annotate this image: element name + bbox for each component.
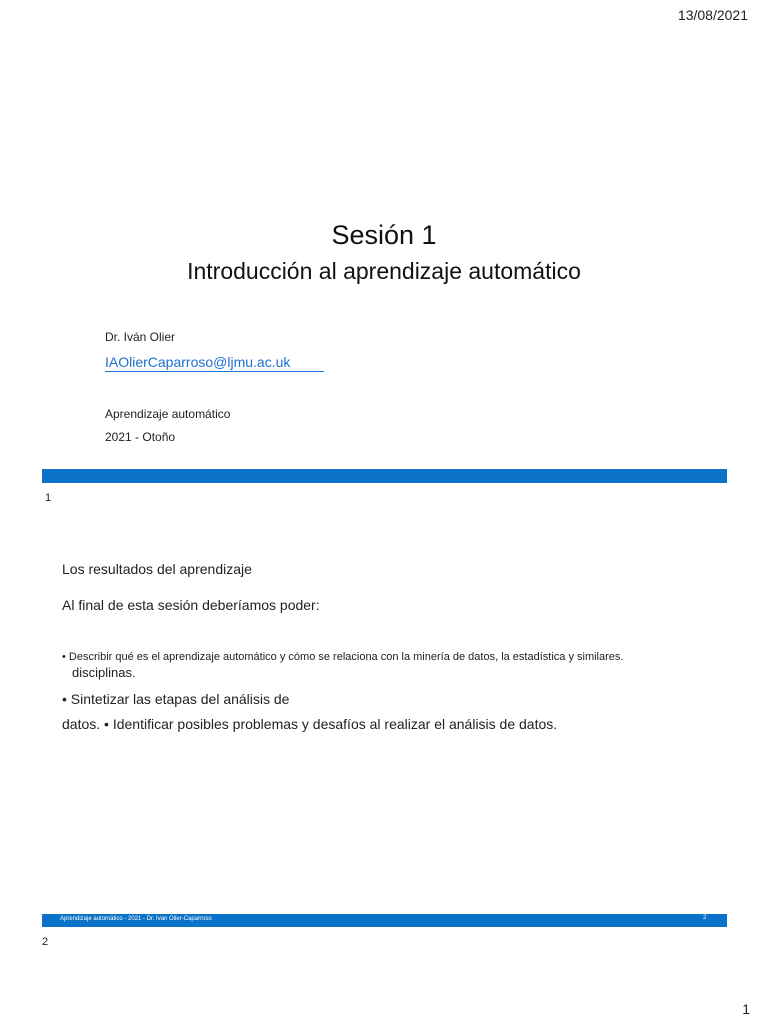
author-email-link[interactable]: IAOlierCaparroso@ljmu.ac.uk [105, 354, 324, 372]
slide2-bullet-1-continuation: disciplinas. [72, 665, 136, 680]
slide2-intro: Al final de esta sesión deberíamos poder: [62, 597, 320, 613]
slide2-footer-number: 2 [703, 915, 707, 921]
slide1-number: 1 [45, 492, 52, 504]
course-name: Aprendizaje automático [105, 407, 231, 421]
document-page-number: 1 [742, 1001, 750, 1017]
slide2-bullet-1: • Describir qué es el aprendizaje automático y cómo se relaciona con la minería de datos, la estadística y similares. [62, 651, 624, 663]
slide2-footer-text: Aprendizaje automático - 2021 - Dr. Ivan Olier-Caparroso [60, 916, 212, 922]
slide2-number: 2 [42, 936, 49, 948]
slide1-title: Sesión 1 [331, 220, 437, 250]
course-term: 2021 - Otoño [105, 430, 176, 444]
author-name: Dr. Iván Olier [105, 330, 176, 344]
print-date: 13/08/2021 [677, 7, 748, 23]
slide2-bullet-3: datos. • Identificar posibles problemas y desafíos al realizar el análisis de datos. [62, 716, 558, 732]
slide1-footer-band [42, 469, 727, 483]
slide2-heading: Los resultados del aprendizaje [62, 561, 252, 577]
slide2-bullet-2: • Sintetizar las etapas del análisis de [62, 691, 290, 707]
slide1-subtitle: Introducción al aprendizaje automático [187, 258, 581, 284]
